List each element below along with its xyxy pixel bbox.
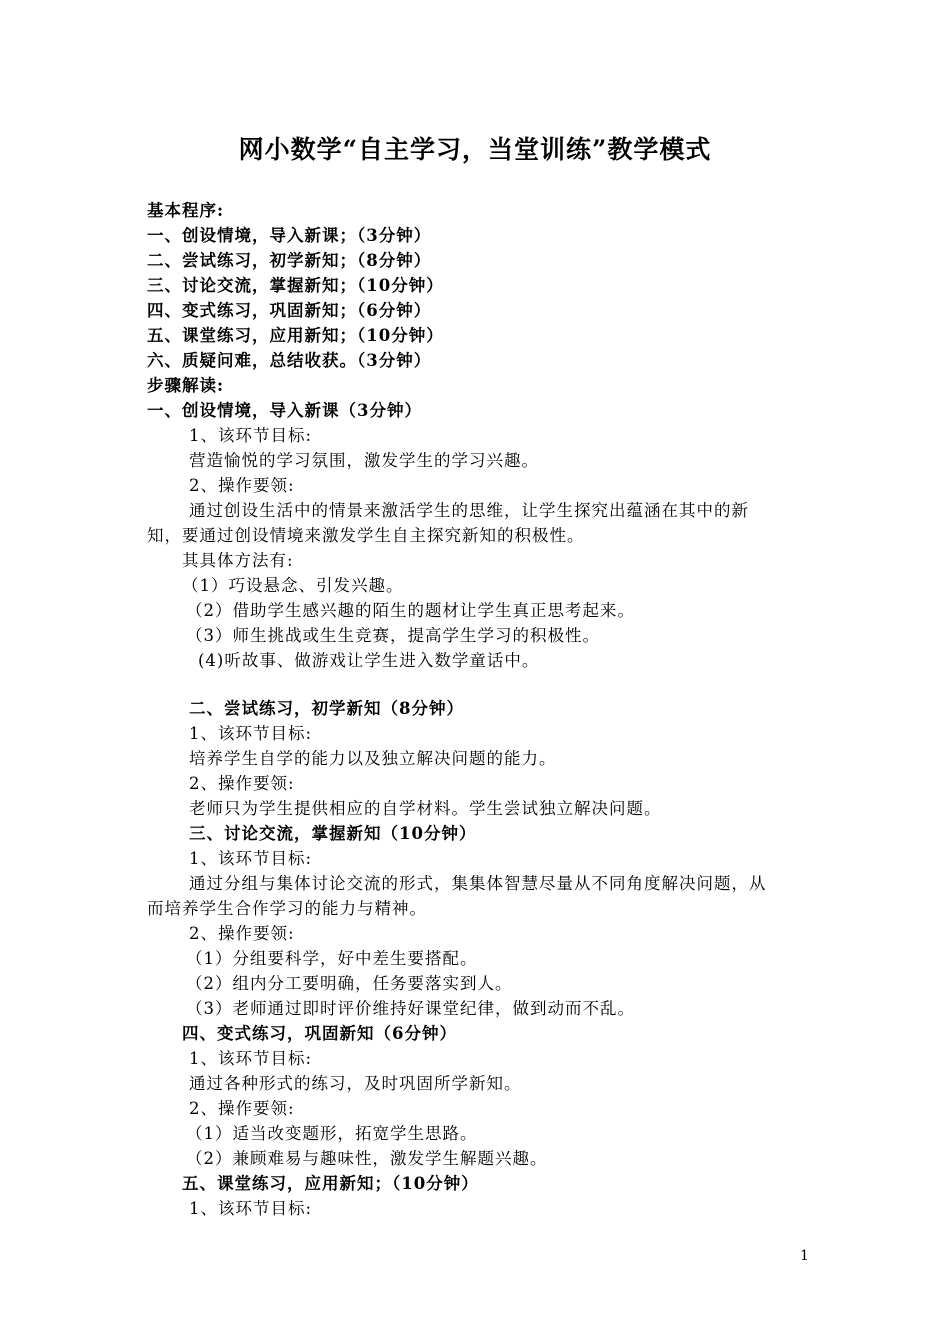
section-1-method-2: （2）借助学生感兴趣的陌生的题材让学生真正思考起来。 [186,601,635,620]
basic-procedure-heading: 基本程序: [147,201,225,220]
section-2-goal-label: 1、该环节目标: [189,724,313,743]
section-4-op-2: （2）兼顾难易与趣味性，激发学生解题兴趣。 [186,1149,548,1168]
section-1-heading: 一、创设情境，导入新课（3分钟） [147,401,422,420]
section-1-method-1: （1）巧设悬念、引发兴趣。 [182,576,404,595]
basic-step-4: 四、变式练习，巩固新知；（6分钟） [147,301,432,320]
section-4-goal-text: 通过各种形式的练习，及时巩固所学新知。 [189,1074,522,1093]
section-3-heading: 三、讨论交流，掌握新知（10分钟） [189,824,477,843]
section-1-ops-text-2: 知，要通过创设情境来激发学生自主探究新知的积极性。 [147,526,585,545]
section-1-ops-label: 2、操作要领: [189,476,295,495]
section-3-goal-text-2: 而培养学生合作学习的能力与精神。 [147,899,427,918]
basic-step-5: 五、课堂练习，应用新知；（10分钟） [147,326,444,345]
section-5-heading: 五、课堂练习，应用新知；（10分钟） [182,1174,479,1193]
section-1-methods-label: 其具体方法有: [182,551,294,570]
section-3-goal-label: 1、该环节目标: [189,849,313,868]
basic-step-2: 二、尝试练习，初学新知；（8分钟） [147,251,432,270]
step-explanation-heading: 步骤解读: [147,376,225,395]
section-4-heading: 四、变式练习，巩固新知（6分钟） [182,1024,457,1043]
section-4-ops-label: 2、操作要领: [189,1099,295,1118]
basic-step-1: 一、创设情境，导入新课；（3分钟） [147,226,432,245]
page-number: 1 [800,1248,809,1264]
section-5-goal-label: 1、该环节目标: [189,1199,313,1218]
section-1-ops-text-1: 通过创设生活中的情景来激活学生的思维，让学生探究出蕴涵在其中的新 [189,501,749,520]
section-2-ops-label: 2、操作要领: [189,774,295,793]
section-2-goal-text: 培养学生自学的能力以及独立解决问题的能力。 [189,749,557,768]
section-4-goal-label: 1、该环节目标: [189,1049,313,1068]
section-1-method-3: （3）师生挑战或生生竞赛，提高学生学习的积极性。 [186,626,600,645]
section-3-op-2: （2）组内分工要明确，任务要落实到人。 [186,974,513,993]
document-title: 网小数学“自主学习，当堂训练”教学模式 [238,135,712,164]
section-3-goal-text-1: 通过分组与集体讨论交流的形式，集集体智慧尽量从不同角度解决问题，从 [189,874,767,893]
section-4-op-1: （1）适当改变题形，拓宽学生思路。 [186,1124,478,1143]
section-3-op-1: （1）分组要科学，好中差生要搭配。 [186,949,478,968]
section-2-heading: 二、尝试练习，初学新知（8分钟） [189,699,464,718]
basic-step-3: 三、讨论交流，掌握新知；（10分钟） [147,276,444,295]
section-3-op-3: （3）老师通过即时评价维持好课堂纪律，做到动而不乱。 [186,999,635,1018]
section-3-ops-label: 2、操作要领: [189,924,295,943]
section-1-goal-text: 营造愉悦的学习氛围，激发学生的学习兴趣。 [189,451,539,470]
section-1-goal-label: 1、该环节目标: [189,426,313,445]
section-2-ops-text: 老师只为学生提供相应的自学材料。学生尝试独立解决问题。 [189,799,662,818]
section-1-method-4: (4)听故事、做游戏让学生进入数学童话中。 [198,651,540,670]
basic-step-6: 六、质疑问难，总结收获。（3分钟） [147,351,432,370]
